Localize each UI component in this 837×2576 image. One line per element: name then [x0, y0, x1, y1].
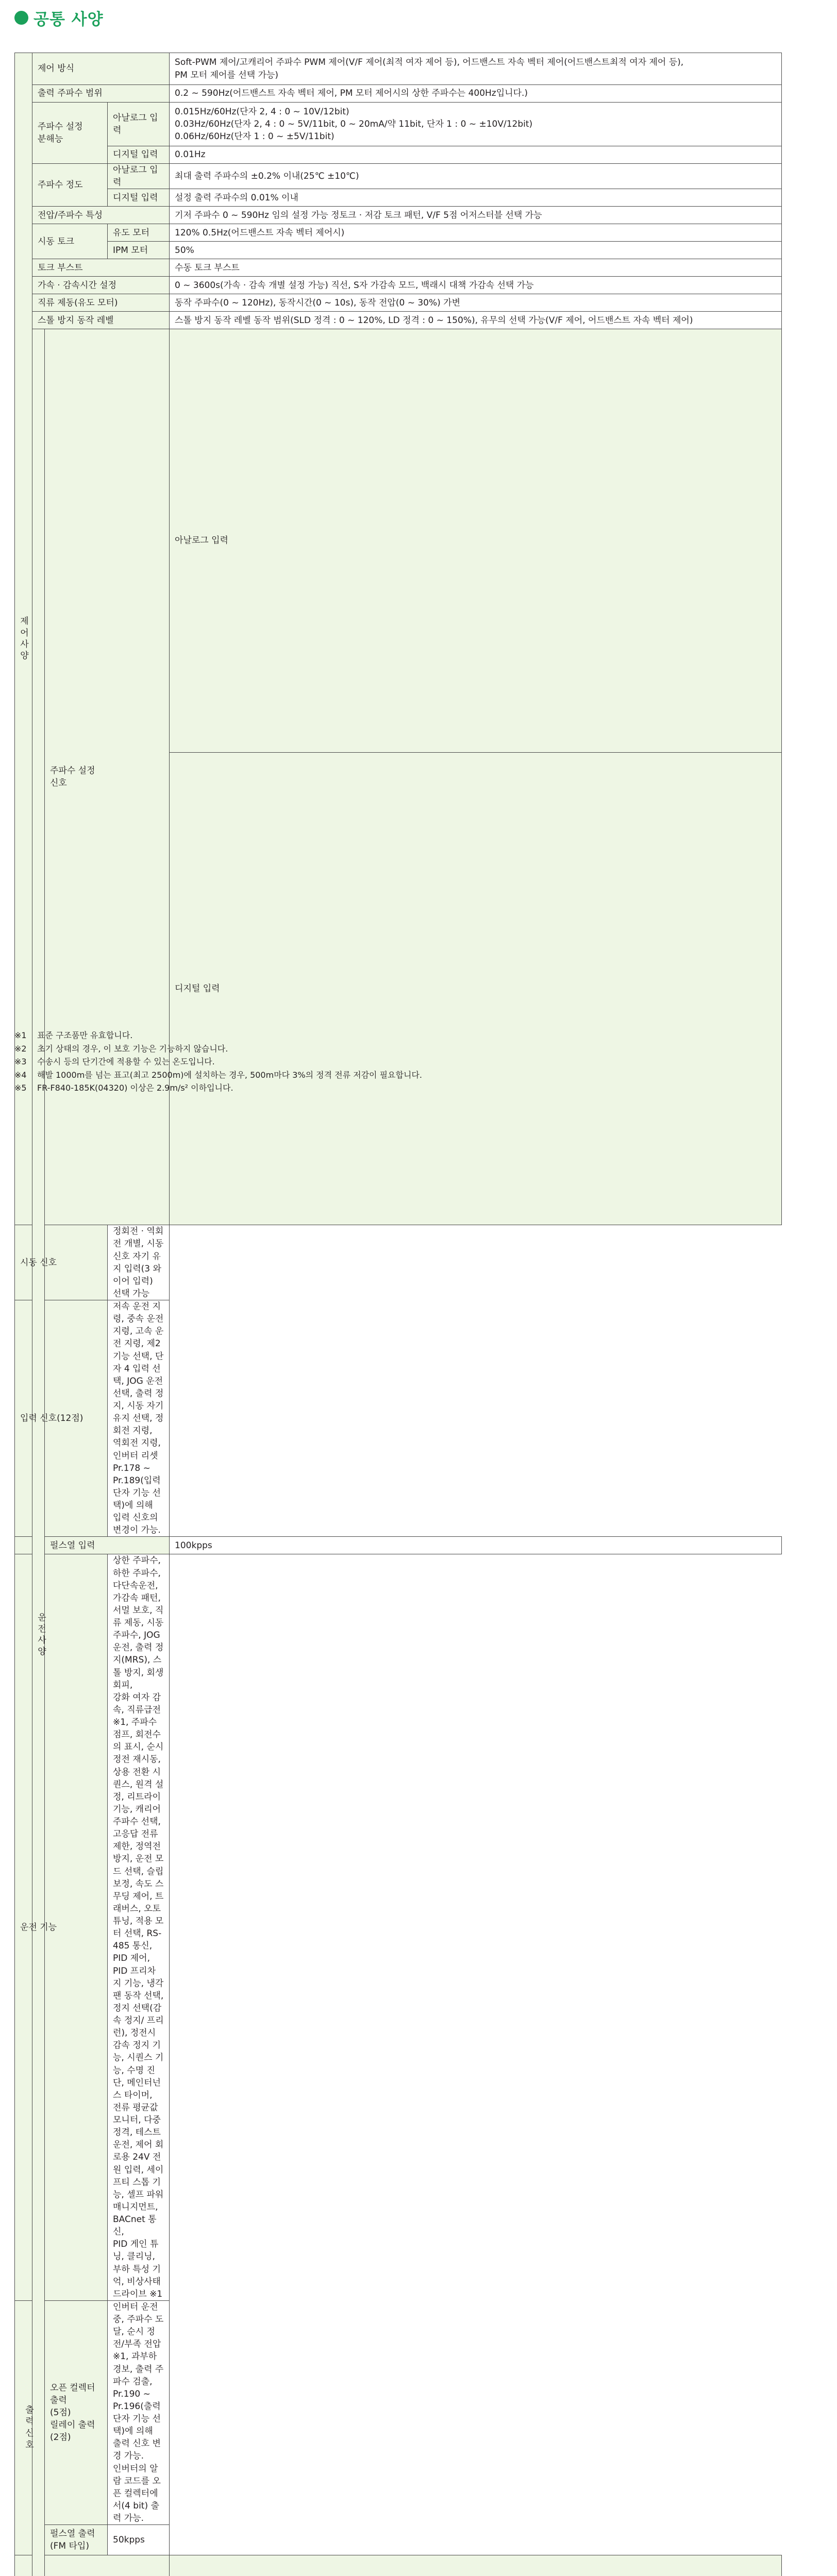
page-title: 공통 사양 [34, 10, 104, 29]
footnote-text: 초기 상태의 경우, 이 보호 기능은 기능하지 않습니다. [37, 1043, 228, 1054]
table-row [15, 85, 782, 103]
table-row [15, 189, 782, 207]
table-row [15, 242, 782, 259]
row-label: 주파수 정도 [32, 164, 108, 207]
category-display [15, 2555, 32, 2576]
spec-table [14, 53, 782, 2576]
table-row [15, 146, 782, 164]
row-value: 100kpps [170, 1537, 782, 1554]
row-label: 펄스열 입력 [45, 1537, 170, 1554]
row-sublabel: 디지털 입력 [108, 189, 170, 207]
category-control: 제어사양 [15, 53, 32, 1225]
row-value: 저속 운전 지령, 중속 운전 지령, 고속 운전 지령, 제2 기능 선택, 단자 4 입력 선택, JOG 운전 선택, 출력 정지, 시동 자기 유지 선택, 정회전 지령, 역회전 지령, 인버터 리셋 Pr.178 ~ Pr.189(입력 단자 기능 선택)에 의해 입력 신호의 변경이 가능. [108, 1300, 170, 1537]
footnote-text: 수송시 등의 단기간에 적용할 수 있는 온도입니다. [37, 1057, 215, 1066]
row-label: 시동 토크 [32, 224, 108, 259]
row-label: 주파수 설정 분해능 [32, 103, 108, 164]
footnote [14, 1081, 422, 1095]
row-value: 상한 주파수, 하한 주파수, 다단속운전, 가감속 패턴, 서멀 보호, 직류 제동, 시동 주파수, JOG 운전, 출력 정지(MRS), 스톨 방지, 회생 회피, 강화 여자 감속, 직류급전※1, 주파수 점프, 회전수의 표시, 순시 정전 재시동, 상용 전환 시퀀스, 원격 설정, 리트라이 기능, 캐리어 주파수 선택, 고응답 전류 제한, 정역전 방지, 운전 모드 선택, 슬립 보정, 속도 스무딩 제어, 트래버스, 오토 튜닝, 적용 모터 선택, RS-485 통신, PID 제어, PID 프리차지 기능, 냉각 팬 동작 선택, 정지 선택(감속 정지/ 프리 런), 정전시 감속 정지 기능, 시퀀스 기능, 수명 진단, 메인터넌스 타이머, 전류 평균값 모니터, 다중 정격, 테스트 운전, 제어 회로용 24V 전원 입력, 세이프티 스톱 기능, 셀프 파워 매니지먼트, BACnet 통신, PID 게인 튜닝, 클리닝, 부하 특성 기억, 비상사태 드라이브 ※1 [108, 1554, 170, 2301]
table-row [15, 1537, 782, 1554]
row-value: 0.015Hz/60Hz(단자 2, 4 : 0 ~ 10V/12bit) 0.03Hz/60Hz(단자 2, 4 : 0 ~ 5V/11bit, 0 ~ 20mA/약 11bit, 단자 1 : 0 ~ ±10V/12bit) 0.06Hz/60Hz(단자 1 : 0 ~ ±5V/11bit) [170, 103, 782, 146]
indent-cell [15, 1537, 32, 1554]
table-row [15, 277, 782, 294]
row-sublabel [170, 2555, 782, 2576]
row-label: 주파수 설정 신호 [45, 329, 170, 1225]
row-value: 기저 주파수 0 ~ 590Hz 임의 설정 가능 정토크 · 저감 토크 패턴, V/F 5점 어저스터블 선택 가능 [170, 207, 782, 224]
footnote [14, 1042, 422, 1056]
row-sublabel: IPM 모터 [108, 242, 170, 259]
table-row [15, 294, 782, 312]
row-label: 가속 · 감속시간 설정 [32, 277, 170, 294]
row-label [45, 2555, 170, 2576]
table-row [15, 329, 782, 752]
table-row [15, 103, 782, 146]
row-label: 입력 신호(12점) [15, 1300, 108, 1537]
footnote-mark: ※3 [14, 1057, 27, 1066]
row-sublabel: 유도 모터 [108, 224, 170, 242]
subcategory-output-signal: 출력신호 [15, 2300, 45, 2555]
row-value: 설정 출력 주파수의 0.01% 이내 [170, 189, 782, 207]
row-value: 120% 0.5Hz(어드밴스트 자속 벡터 제어시) [170, 224, 782, 242]
footnotes [14, 1029, 422, 1095]
row-label: 오픈 컬렉터 출력 (5점) 릴레이 출력(2점) [45, 2300, 108, 2524]
row-sublabel: 아날로그 입력 [108, 164, 170, 189]
row-label: 제어 방식 [32, 53, 170, 85]
table-row [15, 312, 782, 329]
row-sublabel: 아날로그 입력 [170, 329, 782, 752]
row-label: 전압/주파수 특성 [32, 207, 170, 224]
row-value: 동작 주파수(0 ~ 120Hz), 동작시간(0 ~ 10s), 동작 전압(0 ~ 30%) 가변 [170, 294, 782, 312]
row-label: 토크 부스트 [32, 259, 170, 277]
footnote-text: FR-F840-185K(04320) 이상은 2.9m/s² 이하입니다. [37, 1083, 233, 1093]
footnote-mark: ※2 [14, 1043, 27, 1054]
row-value: 수동 토크 부스트 [170, 259, 782, 277]
row-label: 펄스열 출력 (FM 타입) [45, 2525, 108, 2555]
row-label: 직류 제동(유도 모터) [32, 294, 170, 312]
footnote [14, 1055, 422, 1069]
table-row [15, 224, 782, 242]
row-label: 스톨 방지 동작 레벨 [32, 312, 170, 329]
section-heading [14, 6, 104, 29]
footnote [14, 1069, 422, 1082]
table-row [15, 1300, 782, 1537]
row-value: 0 ~ 3600s(가속 · 감속 개별 설정 가능) 직선, S자 가감속 모드, 백래시 대책 가감속 선택 가능 [170, 277, 782, 294]
row-value: 최대 출력 주파수의 ±0.2% 이내(25℃ ±10℃) [170, 164, 782, 189]
row-value: 50% [170, 242, 782, 259]
row-value: 0.01Hz [170, 146, 782, 164]
footnote-mark: ※1 [14, 1030, 27, 1040]
footnote-text: 표준 구조품만 유효합니다. [37, 1030, 133, 1040]
row-value: 0.2 ~ 590Hz(어드밴스트 자속 벡터 제어, PM 모터 제어시의 상한 주파수는 400Hz입니다.) [170, 85, 782, 103]
table-row [15, 207, 782, 224]
footnote-mark: ※5 [14, 1083, 27, 1093]
category-operation: 운전사양 [32, 329, 45, 2576]
footnote [14, 1029, 422, 1042]
row-value: 인버터 운전중, 주파수 도달, 순시 정전/부족 전압 ※1, 과부하 경보, 출력 주파수 검출, Pr.190 ~ Pr.196(출력 단자 기능 선택)에 의해 출력 신호 변경 가능. 인버터의 알람 코드를 오픈 컬렉터에서(4 bit) 출력 가능. [108, 2300, 170, 2524]
table-row [15, 164, 782, 189]
row-value: 스톨 방지 동작 레벨 동작 범위(SLD 정격 : 0 ~ 120%, LD 정격 : 0 ~ 150%), 유무의 선택 가능(V/F 제어, 어드밴스트 자속 벡터 제어) [170, 312, 782, 329]
table-row [15, 2300, 782, 2524]
table-row [15, 53, 782, 85]
row-value: Soft-PWM 제어/고캐리어 주파수 PWM 제어(V/F 제어(최적 여자 제어 등), 어드밴스트 자속 벡터 제어(어드밴스트최적 여자 제어 등), PM 모터 제어를 선택 가능) [170, 53, 782, 85]
table-row [15, 1225, 782, 1300]
row-value: 50kpps [108, 2525, 170, 2555]
table-row [15, 259, 782, 277]
table-row [15, 1554, 782, 2301]
row-value: 정회전 · 역회전 개별, 시동 신호 자기 유지 입력(3 와이어 입력) 선택 가능 [108, 1225, 170, 1300]
table-row [15, 2555, 782, 2576]
row-label: 출력 주파수 범위 [32, 85, 170, 103]
row-label: 운전 기능 [15, 1554, 108, 2301]
row-label: 시동 신호 [15, 1225, 108, 1300]
footnote-mark: ※4 [14, 1070, 27, 1080]
table-row [15, 2525, 782, 2555]
row-sublabel: 디지털 입력 [108, 146, 170, 164]
footnote-text: 해발 1000m를 넘는 표고(최고 2500m)에 설치하는 경우, 500m마다 3%의 정격 전류 저감이 필요합니다. [37, 1070, 422, 1080]
row-sublabel: 디지털 입력 [170, 752, 782, 1225]
bullet-dot-icon [14, 11, 28, 25]
row-sublabel: 아날로그 입력 [108, 103, 170, 146]
